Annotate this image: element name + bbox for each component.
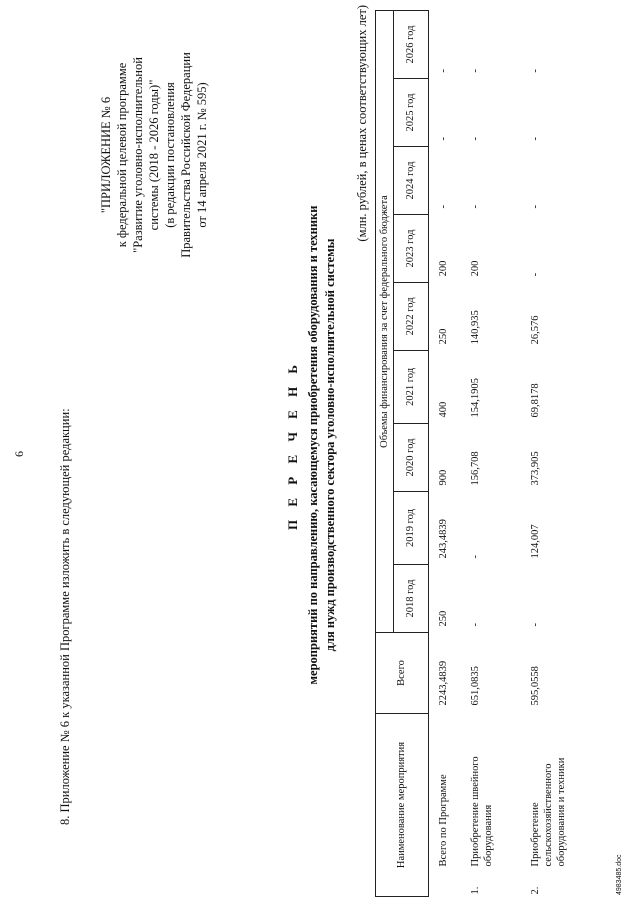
row-year-value: - [530,137,541,141]
header-year: 2025 год [394,79,429,147]
subtitle-line: для нужд производственного сектора уголовно-исполнительной системы [323,238,337,652]
appendix-line: (в редакции постановления [163,82,177,228]
table-row [467,11,527,897]
row-year-value: - [438,137,449,141]
table-body [429,11,592,897]
intro-paragraph: 8. Приложение № 6 к указанной Программе изложить в следующей редакции: [58,408,72,825]
header-year: 2022 год [394,282,429,350]
header-year: 2024 год [394,147,429,215]
header-year: 2018 год [394,565,429,633]
row-year-value: 250 [438,328,449,345]
row-total: 2243,4839 [438,660,449,706]
row-year-value: 154,1905 [470,378,481,418]
table-row [527,11,591,897]
page-number: 6 [12,451,26,457]
funding-table [375,10,591,897]
row-year-value: 200 [438,260,449,277]
header-funding-group: Объемы финансирования за счет федерального бюджета [376,11,394,633]
header-row-top [376,11,394,897]
appendix-line: от 14 апреля 2021 г. № 595) [195,82,209,228]
row-name: Приобретение швейного оборудования [470,756,494,867]
row-name: Приобретение сельскохозяйственного оборудования и техники [530,757,567,867]
row-total: 595,0558 [530,666,541,706]
header-year: 2021 год [394,350,429,423]
row-year-value: 900 [438,469,449,486]
appendix-line: "ПРИЛОЖЕНИЕ № 6 [99,96,113,214]
row-year-value: 156,708 [470,451,481,486]
row-name: Всего по Программе [438,774,449,867]
row-year-value: 400 [438,401,449,418]
appendix-line: "Развитие уголовно-исполнительной [131,57,145,253]
table-row [429,11,468,897]
row-year-value: - [470,137,481,141]
row-year-value: 69,8178 [530,383,541,418]
header-name: Наименование мероприятия [376,714,429,897]
row-year-value: - [470,623,481,627]
row-year-value: 250 [438,610,449,627]
appendix-line: к федеральной целевой программе [115,62,129,248]
row-year-value: 373,905 [530,451,541,486]
row-number: 2. [530,886,541,895]
row-year-value: - [530,623,541,627]
row-total: 651,0835 [470,666,481,706]
document-title: П Е Р Е Ч Е Н Ь [285,359,300,531]
appendix-header [98,5,210,305]
subtitle-line: мероприятий по направлению, касающемуся приобретения оборудования и техники [306,205,320,685]
header-year: 2020 год [394,423,429,491]
row-year-value: - [470,69,481,73]
row-year-value: 124,007 [530,524,541,559]
header-year: 2026 год [394,11,429,79]
document-id: 4983485.doc [616,854,623,895]
row-year-value: - [438,204,449,209]
units-note: (млн. рублей, в ценах соответствующих лет) [355,5,369,242]
header-year: 2023 год [394,214,429,282]
row-year-value: - [438,69,449,73]
row-year-value: - [530,69,541,73]
row-year-value: - [470,204,481,209]
row-year-value: 140,935 [470,310,481,345]
row-year-value: 243,4839 [438,519,449,559]
header-year: 2019 год [394,491,429,564]
row-year-value: - [530,272,541,277]
header-total: Всего [376,633,429,714]
row-year-value: - [470,555,481,559]
document-subtitle [305,105,339,785]
row-number [429,870,468,897]
row-year-value: - [530,204,541,209]
appendix-line: Правительства Российской Федерации [179,52,193,258]
row-year-value: 26,576 [530,315,541,345]
row-number: 1. [470,886,481,895]
row-year-value: 200 [470,260,481,277]
table-header [376,11,429,897]
appendix-line: системы (2018 - 2026 годы)" [147,79,161,231]
